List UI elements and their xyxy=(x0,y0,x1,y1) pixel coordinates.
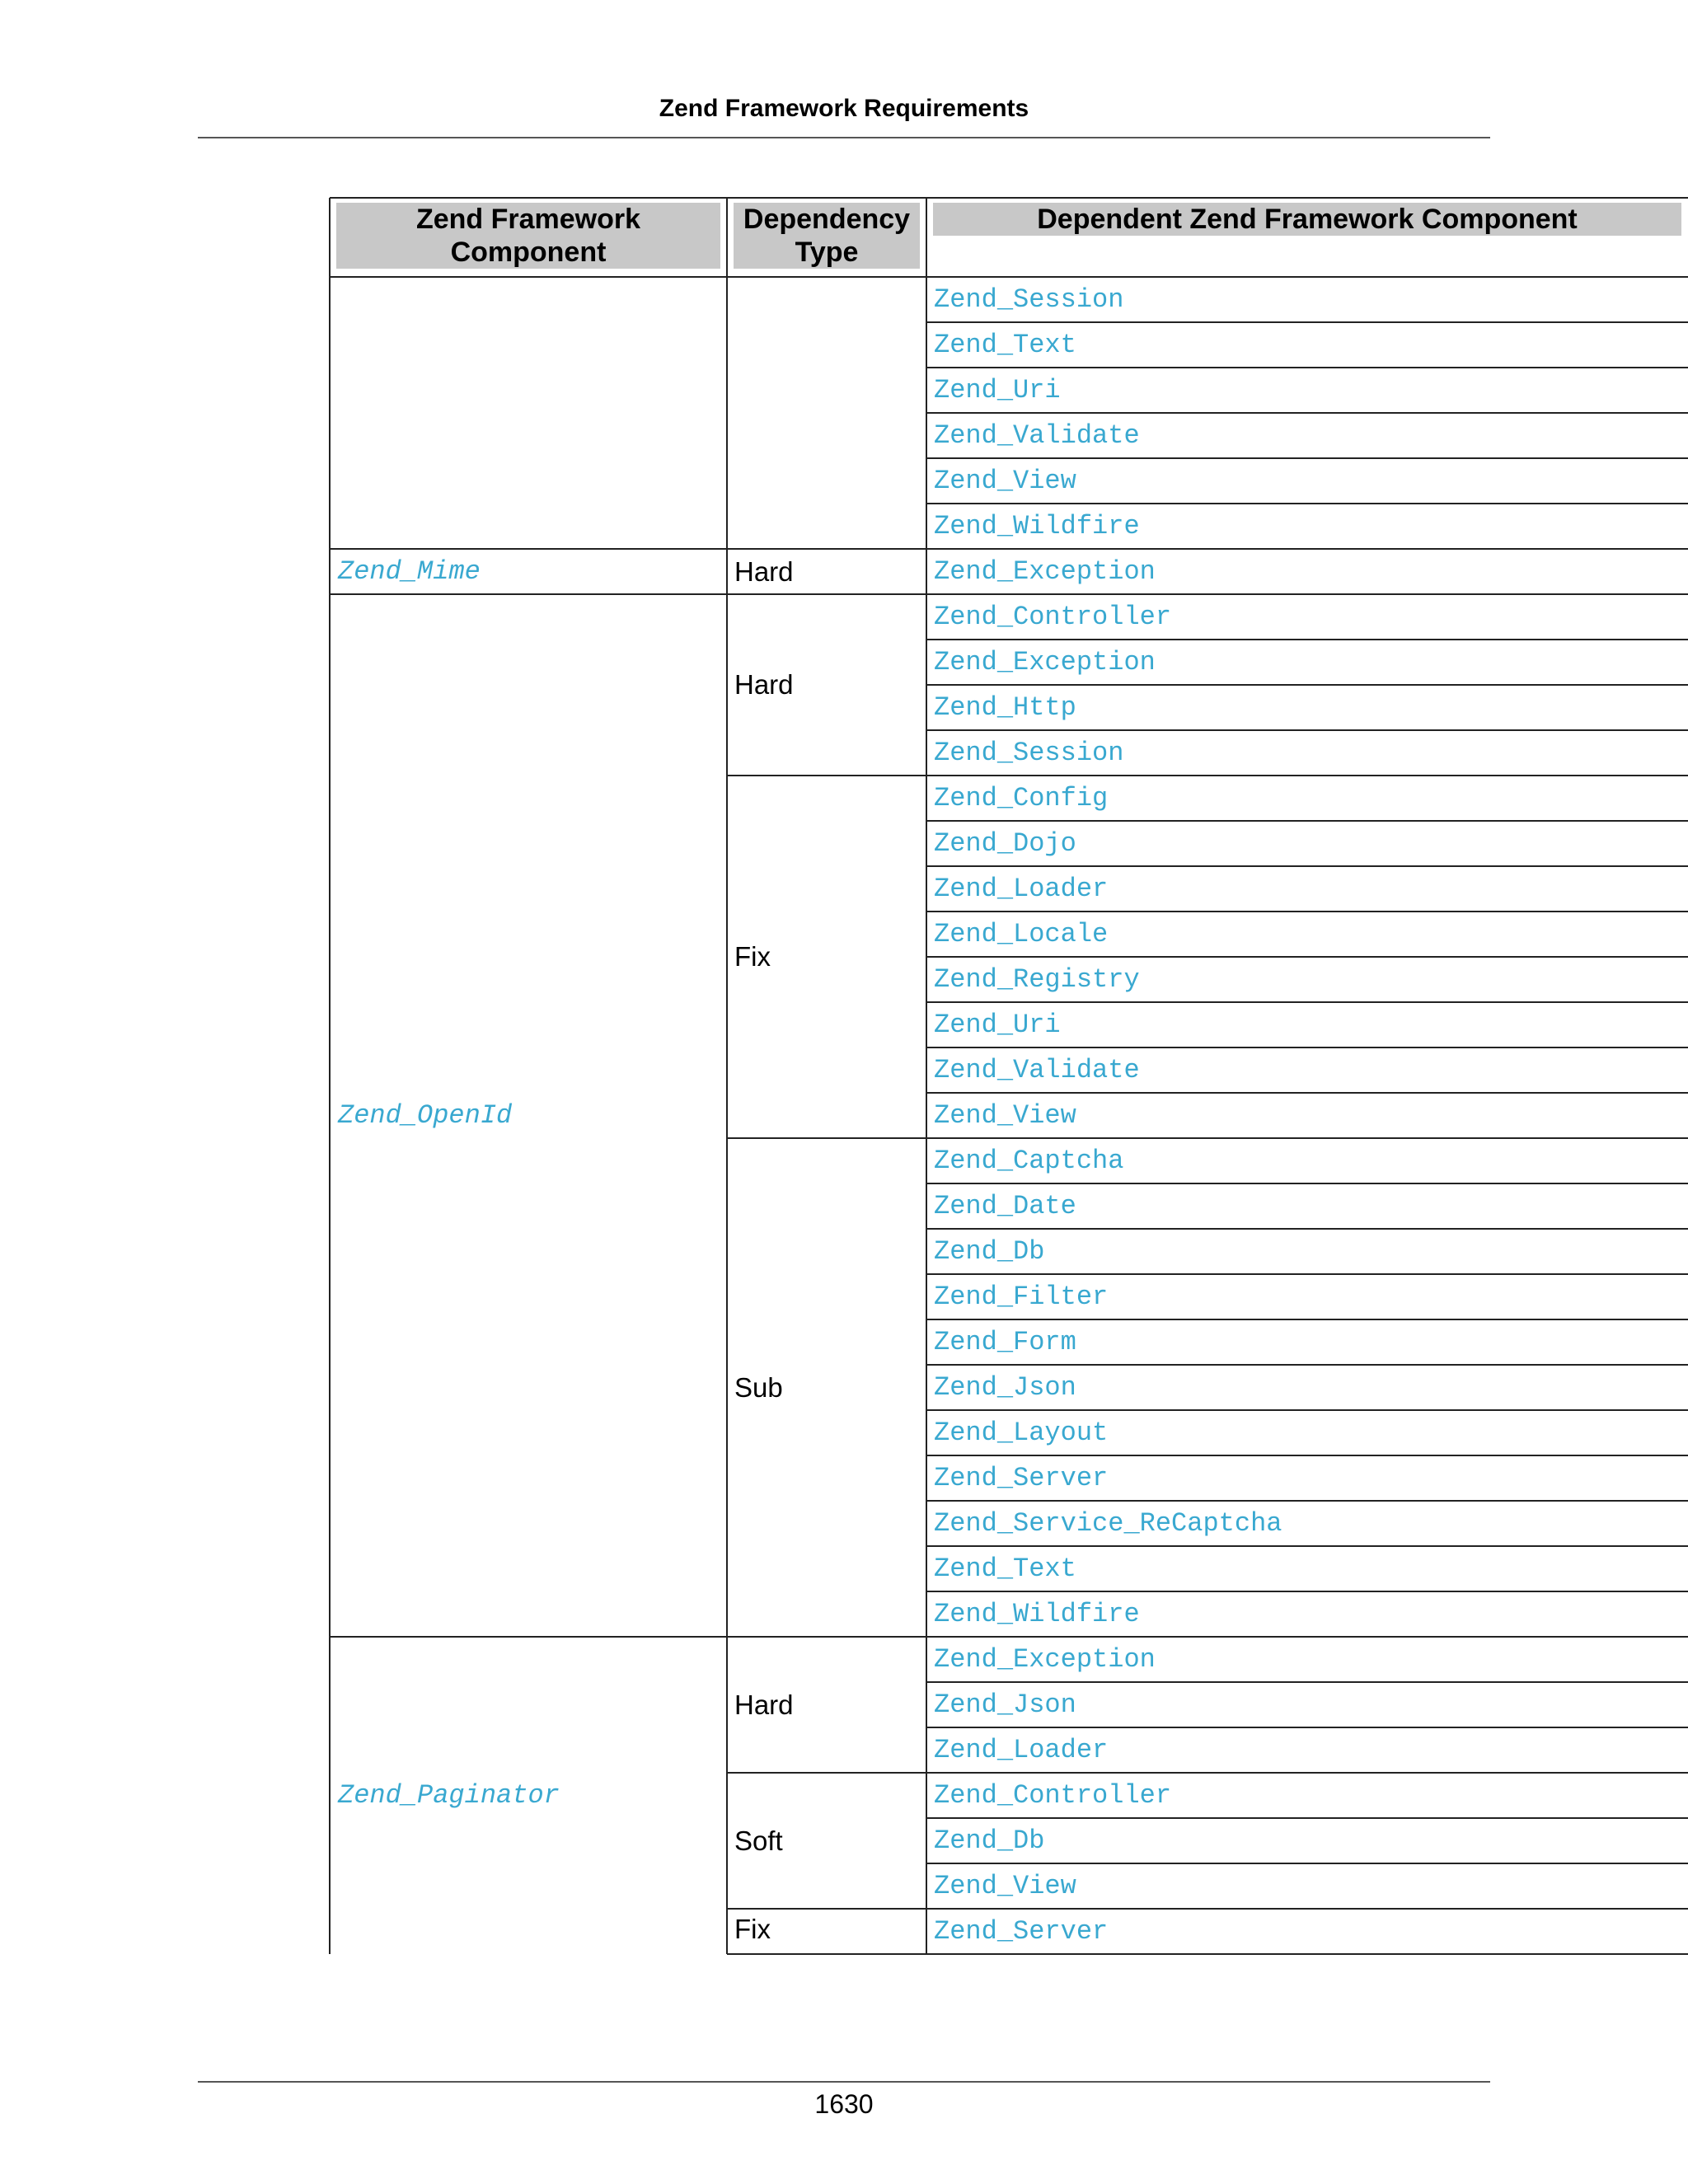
page-number: 1630 xyxy=(814,2089,874,2119)
dependent-component-link[interactable]: Zend_Config xyxy=(934,783,1109,813)
component-cell[interactable]: Zend_OpenId xyxy=(338,1100,513,1131)
dependent-component-link[interactable]: Zend_Loader xyxy=(934,1735,1109,1765)
component-cell[interactable] xyxy=(330,277,727,549)
dependent-component-link[interactable]: Zend_View xyxy=(934,466,1076,496)
dependent-component-link[interactable]: Zend_Text xyxy=(934,330,1076,360)
dependency-type-cell xyxy=(727,277,926,549)
dependent-component-link[interactable]: Zend_Loader xyxy=(934,874,1109,904)
dependent-component-link[interactable]: Zend_Controller xyxy=(934,1780,1172,1811)
dependent-component-link[interactable]: Zend_Controller xyxy=(934,602,1172,632)
dependent-component-link[interactable]: Zend_Server xyxy=(934,1463,1109,1493)
dependent-component-link[interactable]: Zend_Filter xyxy=(934,1282,1109,1312)
dependent-component-link[interactable]: Zend_Service_ReCaptcha xyxy=(934,1508,1282,1539)
dependent-component-link[interactable]: Zend_Text xyxy=(934,1554,1076,1584)
page-title: Zend Framework Requirements xyxy=(659,95,1029,122)
component-cell[interactable]: Zend_Paginator xyxy=(338,1780,560,1811)
dependent-component-link[interactable]: Zend_Captcha xyxy=(934,1146,1124,1176)
dependent-component-link[interactable]: Zend_Wildfire xyxy=(934,511,1140,541)
dependent-component-link[interactable]: Zend_Exception xyxy=(934,556,1156,587)
header-dependency-type-label: Dependency Type xyxy=(734,203,920,269)
dependency-type-cell: Hard xyxy=(734,669,794,700)
dependent-component-link[interactable]: Zend_Exception xyxy=(934,647,1156,677)
dependent-component-link[interactable]: Zend_Registry xyxy=(934,964,1140,995)
requirements-table xyxy=(330,198,1688,1961)
dependent-component-link[interactable]: Zend_Json xyxy=(934,1690,1076,1720)
type-row-rule xyxy=(727,1953,1688,1955)
dependency-type-cell: Soft xyxy=(734,1825,783,1856)
dependent-component-link[interactable]: Zend_Uri xyxy=(934,1010,1061,1040)
dependent-component-link[interactable]: Zend_Session xyxy=(934,738,1124,768)
table-left-rule xyxy=(329,198,331,1954)
dependency-type-cell: Sub xyxy=(734,1371,783,1403)
header-component-label: Zend Framework Component xyxy=(336,203,720,269)
dependent-component-link[interactable]: Zend_Locale xyxy=(934,919,1109,949)
dependent-component-link[interactable]: Zend_Layout xyxy=(934,1418,1109,1448)
dependency-type-cell: Hard xyxy=(734,1689,794,1720)
dependent-component-link[interactable]: Zend_Session xyxy=(934,284,1124,315)
dependent-component-link[interactable]: Zend_Dojo xyxy=(934,828,1076,859)
dependent-component-link[interactable]: Zend_Db xyxy=(934,1236,1045,1267)
dependent-component-link[interactable]: Zend_Validate xyxy=(934,1055,1140,1085)
dependent-component-link[interactable]: Zend_Wildfire xyxy=(934,1599,1140,1629)
column-rule xyxy=(726,198,728,1954)
dependent-component-link[interactable]: Zend_Form xyxy=(934,1327,1076,1357)
header-rule xyxy=(198,137,1490,138)
dependent-component-link[interactable]: Zend_Http xyxy=(934,692,1076,723)
column-rule xyxy=(926,198,927,1954)
header-dependent-component xyxy=(926,198,1688,277)
dependent-component-link[interactable]: Zend_Json xyxy=(934,1372,1076,1403)
dependency-type-cell: Hard xyxy=(734,555,794,587)
header-dependent-component-label: Dependent Zend Framework Component xyxy=(933,203,1681,236)
component-cell[interactable]: Zend_Mime xyxy=(338,556,481,587)
header-dependency-type xyxy=(727,198,926,277)
dependency-type-cell: Fix xyxy=(734,1914,771,1944)
dependent-component-link[interactable]: Zend_Exception xyxy=(934,1644,1156,1675)
table-top-rule xyxy=(330,197,1688,199)
dependent-component-link[interactable]: Zend_Uri xyxy=(934,375,1061,405)
dependency-type-cell: Fix xyxy=(734,941,771,972)
dependent-component-link[interactable]: Zend_View xyxy=(934,1100,1076,1131)
footer-rule xyxy=(198,2081,1490,2083)
dependent-component-link[interactable]: Zend_Date xyxy=(934,1191,1076,1221)
dependent-component-link[interactable]: Zend_View xyxy=(934,1871,1076,1901)
dependent-component-link[interactable]: Zend_Validate xyxy=(934,420,1140,451)
header-component xyxy=(330,198,727,277)
dependent-component-link[interactable]: Zend_Db xyxy=(934,1825,1045,1856)
dependent-component-link[interactable]: Zend_Server xyxy=(934,1916,1109,1947)
